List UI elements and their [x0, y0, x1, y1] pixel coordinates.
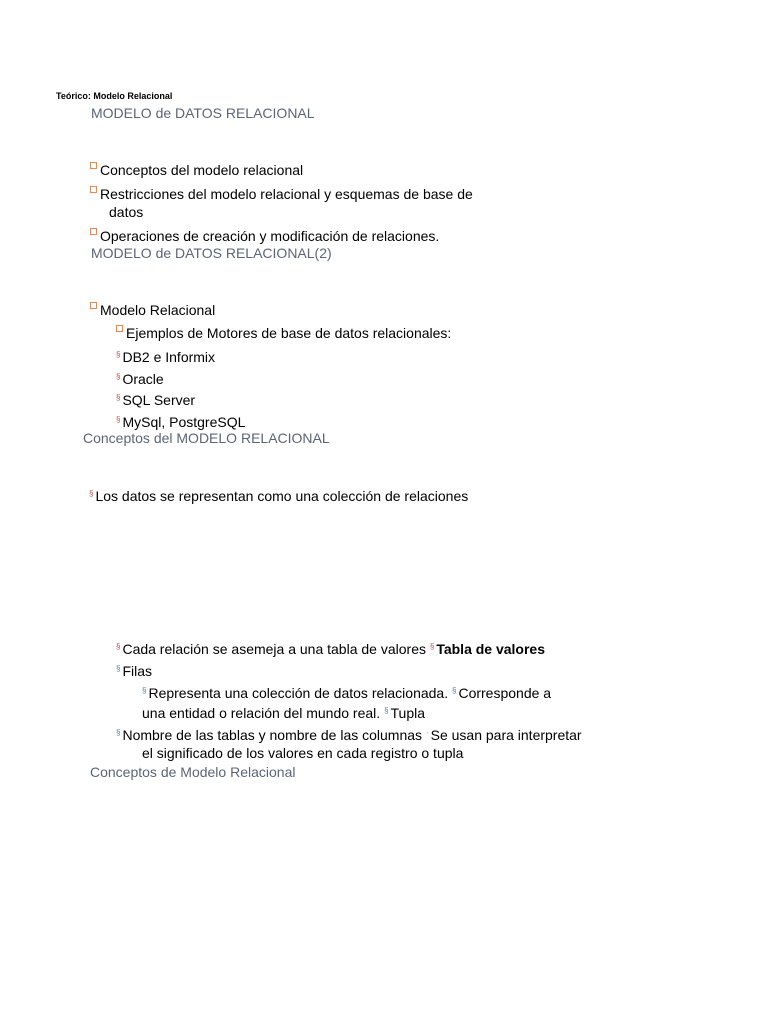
list-item: [90, 185, 473, 203]
item-text: MySql, PostgreSQL: [122, 414, 246, 430]
item-text: Cada relación se asemeja a una tabla de valores: [122, 641, 430, 657]
heading-conceptos: Conceptos del MODELO RELACIONAL: [83, 430, 330, 446]
list-item: [116, 389, 195, 409]
heading-modelo-datos-2: MODELO de DATOS RELACIONAL(2): [91, 245, 332, 261]
item-text: Se usan para interpretar: [430, 727, 582, 743]
section-bullet-icon: §: [452, 686, 457, 695]
section-bullet-icon: §: [116, 393, 121, 402]
section-bullet-icon: §: [116, 415, 121, 424]
dot-bullet-icon: ·: [425, 728, 429, 737]
item-text: Restricciones del modelo relacional y esquemas de base de: [100, 186, 473, 202]
item-text-bold: Tabla de valores: [436, 641, 546, 657]
square-bullet-icon: [90, 228, 97, 235]
square-bullet-icon: [90, 302, 97, 309]
square-bullet-icon: [90, 162, 97, 169]
item-text: Operaciones de creación y modificación de relaciones.: [100, 228, 440, 244]
item-text: Representa una colección de datos relacionada.: [148, 685, 452, 701]
list-item: [90, 161, 303, 179]
item-text: DB2 e Informix: [122, 349, 216, 365]
list-item: [90, 227, 439, 245]
list-item: [116, 346, 215, 366]
list-item: [89, 485, 468, 505]
item-text: Ejemplos de Motores de base de datos relacionales:: [126, 325, 452, 341]
item-text: SQL Server: [122, 392, 196, 408]
list-item: [142, 702, 425, 722]
item-text: Conceptos del modelo relacional: [100, 162, 304, 178]
list-item: [116, 660, 152, 680]
section-bullet-icon: §: [116, 642, 121, 651]
item-text: Tupla: [390, 705, 426, 721]
square-bullet-icon: [90, 186, 97, 193]
section-bullet-icon: §: [384, 706, 389, 715]
item-text: Modelo Relacional: [100, 302, 216, 318]
list-item: [116, 724, 582, 744]
item-text: una entidad o relación del mundo real.: [142, 705, 385, 721]
section-bullet-icon: §: [116, 664, 121, 673]
section-bullet-icon: §: [116, 728, 121, 737]
item-text: Corresponde a: [458, 685, 552, 701]
section-bullet-icon: §: [116, 350, 121, 359]
list-item: [90, 301, 215, 319]
item-text: Nombre de las tablas y nombre de las columnas: [122, 727, 426, 743]
item-text: Los datos se representan como una colección de relaciones: [95, 488, 469, 504]
square-bullet-icon: [116, 325, 123, 332]
item-text-continued: datos: [109, 204, 144, 220]
list-item: [142, 682, 551, 702]
item-text: Filas: [122, 663, 153, 679]
heading-modelo-datos: MODELO de DATOS RELACIONAL: [91, 105, 315, 121]
list-item: [116, 324, 451, 342]
section-bullet-icon: §: [142, 686, 147, 695]
section-bullet-icon: §: [89, 489, 94, 498]
item-text: Oracle: [122, 371, 164, 387]
section-bullet-icon: §: [429, 642, 435, 651]
list-item: [116, 411, 245, 431]
page-header: Teórico: Modelo Relacional: [56, 91, 173, 101]
list-item: [116, 638, 545, 658]
list-item: [116, 368, 164, 388]
item-text-continued: el significado de los valores en cada registro o tupla: [142, 745, 464, 761]
heading-conceptos-modelo: Conceptos de Modelo Relacional: [90, 764, 296, 780]
section-bullet-icon: §: [116, 372, 121, 381]
